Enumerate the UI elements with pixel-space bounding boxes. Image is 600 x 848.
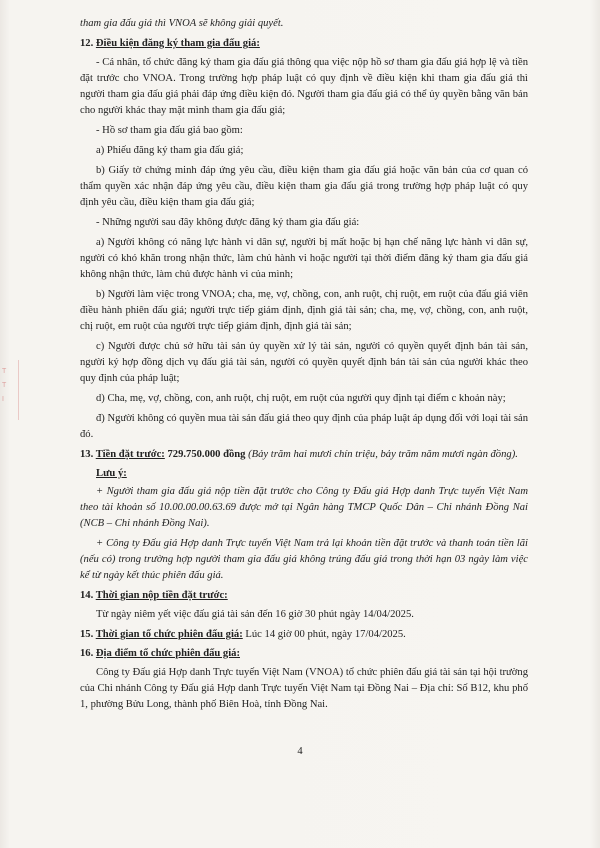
section-13-heading (80, 447, 528, 463)
note-title: Lưu ý: (96, 468, 127, 479)
section-12-para-2: - Hồ sơ tham gia đấu giá bao gồm: (96, 125, 243, 136)
section-14-title: Thời gian nộp tiền đặt trước: (95, 590, 228, 601)
section-12-heading (80, 36, 528, 52)
section-12-para-3: a) Phiếu đăng ký tham gia đấu giá; (96, 145, 244, 156)
section-12-para-1: - Cá nhân, tổ chức đăng ký tham gia đấu giá thông qua việc nộp hồ sơ tham gia đấu giá hợp lệ và tiền đặt trước cho VNOA. Trong trường hợp pháp luật có quy định về điều kiện khi tham gia đấu giá thì người tham gia đấu giá phải đáp ứng điều kiện đó. Người tham gia đấu giá có thể ủy quyền bằng văn bản cho người khác thay mặt mình tham gia đấu giá; (80, 57, 528, 116)
section-16-title: Địa điểm tổ chức phiên đấu giá: (95, 648, 240, 659)
section-16-number: 16. (80, 648, 94, 659)
section-14-number: 14. (80, 590, 94, 601)
note-heading (80, 466, 528, 482)
section-15-body: Lúc 14 giờ 00 phút, ngày 17/04/2025. (245, 629, 406, 640)
deposit-amount: 729.750.000 đồng (167, 449, 246, 460)
document-body (80, 16, 528, 717)
section-15-number: 15. (80, 629, 94, 640)
section-12-title: Điều kiện đăng ký tham gia đấu giá: (95, 38, 260, 49)
intro-tail: tham gia đấu giá thì VNOA sẽ không giải quyết. (80, 18, 284, 29)
section-12-para-5: - Những người sau đây không được đăng ký tham gia đấu giá: (96, 217, 360, 228)
page-number: 4 (297, 746, 303, 757)
section-12-para-6: a) Người không có năng lực hành vi dân sự, người bị mất hoặc bị hạn chế năng lực hành vi dân sự, người có khó khăn trong nhận thức, làm chủ hành vi hoặc người tại thời điểm đăng ký tham gia đấu giá không nhận thức, làm chủ được hành vi của mình; (80, 237, 528, 280)
section-16-heading (80, 646, 528, 662)
note-2: + Công ty Đấu giá Hợp danh Trực tuyến Việt Nam trả lại khoản tiền đặt trước và thanh toán tiền lãi (nếu có) trong trường hợp người tham gia đấu giá không trúng đấu giá trong thời hạn 03 ngày làm việc kể từ ngày kết thúc phiên đấu giá. (80, 538, 528, 581)
section-15-title: Thời gian tổ chức phiên đấu giá: (95, 629, 243, 640)
section-12-para-4: b) Giấy tờ chứng minh đáp ứng yêu cầu, điều kiện tham gia đấu giá hoặc văn bản của cơ quan có thẩm quyền xác nhận đáp ứng yêu cầu, điều kiện tham gia đấu giá trong trường hợp pháp luật có quy định yêu cầu, điều kiện tham gia đấu giá; (80, 165, 528, 208)
section-16-body: Công ty Đấu giá Hợp danh Trực tuyến Việt Nam (VNOA) tổ chức phiên đấu giá tài sản tại hội trường của Chi nhánh Công ty Đấu giá Hợp danh Trực tuyến Việt Nam tại Đồng Nai – Địa chỉ: Số B12, khu phố 1, phường Bửu Long, thành phố Biên Hoà, tỉnh Đồng Nai. (80, 667, 528, 710)
section-15-heading (80, 627, 528, 643)
section-12-para-9: d) Cha, mẹ, vợ, chồng, con, anh ruột, chị ruột, em ruột của người quy định tại điểm c khoản này; (96, 393, 506, 404)
section-14-heading (80, 588, 528, 604)
section-12-para-8: c) Người được chủ sở hữu tài sản ủy quyền xử lý tài sản, người có quyền quyết định bán tài sản, người ký hợp đồng dịch vụ đấu giá tài sản, người có quyền quyết định bán tài sản của người khác theo quy định của pháp luật; (80, 341, 528, 384)
note-1: + Người tham gia đấu giá nộp tiền đặt trước cho Công ty Đấu giá Hợp danh Trực tuyến Việt Nam theo tài khoản số 10.00.00.00.63.69 được mở tại Ngân hàng TMCP Quốc Dân – Chi nhánh Đồng Nai (NCB – Chi nhánh Đồng Nai). (80, 486, 528, 529)
section-14-body: Từ ngày niêm yết việc đấu giá tài sản đến 16 giờ 30 phút ngày 14/04/2025. (96, 609, 414, 620)
section-12-para-7: b) Người làm việc trong VNOA; cha, mẹ, vợ, chồng, con, anh ruột, chị ruột, em ruột của đấu giá viên điều hành phiên đấu giá; người trực tiếp giám định, định giá tài sản; cha, mẹ, vợ, chồng, con, anh ruột, chị ruột, em ruột của người trực tiếp giám định, định giá tài sản; (80, 289, 528, 332)
deposit-amount-words: (Bảy trăm hai mươi chín triệu, bảy trăm năm mươi ngàn đồng). (248, 449, 518, 460)
stamp-edge-fragment: T T I (0, 360, 19, 420)
section-13-number: 13. (80, 449, 94, 460)
section-12-number: 12. (80, 38, 94, 49)
section-13-title: Tiền đặt trước: (95, 449, 165, 460)
section-12-para-10: đ) Người không có quyền mua tài sản đấu giá theo quy định của pháp luật áp dụng đối với loại tài sản đó. (80, 413, 528, 440)
